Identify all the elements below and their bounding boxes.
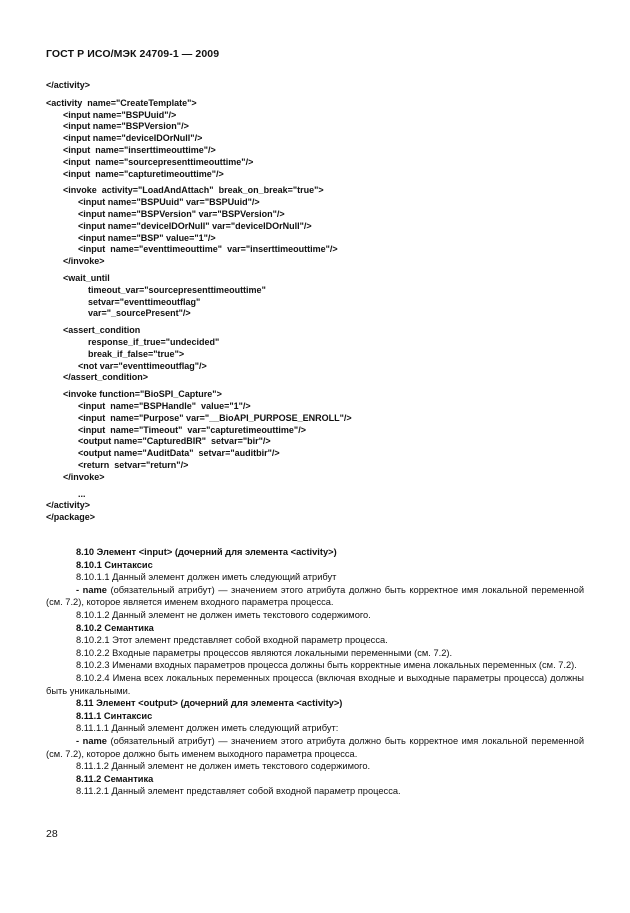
code-line: <invoke function="BioSPI_Capture"> bbox=[63, 389, 222, 400]
code-line: <input name="BSPVersion"/> bbox=[63, 121, 189, 132]
section-heading-8-11: 8.11 Элемент <output> (дочерний для элемента <activity>) bbox=[76, 698, 343, 709]
xml-code-listing bbox=[46, 80, 606, 524]
section-heading-8-10: 8.10 Элемент <input> (дочерний для элемента <activity>) bbox=[76, 547, 337, 557]
code-line: <not var="eventtimeoutflag"/> bbox=[78, 360, 207, 371]
attribute-key: - name bbox=[76, 584, 107, 595]
code-line: <return setvar="return"/> bbox=[78, 459, 189, 470]
code-line: <output name="AuditData" setvar="auditbir"/> bbox=[78, 448, 280, 459]
code-line: <input name="BSP" value="1"/> bbox=[78, 232, 216, 243]
code-line: <wait_until bbox=[63, 272, 110, 283]
subsection-heading-8-11-2: 8.11.2 Семантика bbox=[76, 773, 154, 784]
page-number: 28 bbox=[46, 828, 58, 840]
code-line: </package> bbox=[46, 512, 96, 523]
paragraph-8-10-2-4: 8.10.2.4 Имена всех локальных переменных процесса (включая входные и выходные параметры процесса) должны быть уникальными. bbox=[46, 672, 584, 696]
paragraph-8-10-1-1: 8.10.1.1 Данный элемент должен иметь следующий атрибут bbox=[76, 572, 337, 583]
code-line: <input name="eventtimeouttime" var="inserttimeouttime"/> bbox=[78, 244, 338, 255]
paragraph-8-10-2-1: 8.10.2.1 Этот элемент представляет собой входной параметр процесса. bbox=[76, 635, 388, 646]
code-line: </assert_condition> bbox=[63, 372, 149, 383]
attribute-key: - name bbox=[76, 735, 107, 746]
subsection-heading-8-11-1: 8.11.1 Синтаксис bbox=[76, 710, 153, 721]
code-line: <activity name="CreateTemplate"> bbox=[46, 97, 197, 108]
code-line: <input name="BSPUuid"/> bbox=[63, 109, 177, 120]
code-line: <input name="BSPHandle" value="1"/> bbox=[78, 400, 251, 411]
document-header: ГОСТ Р ИСО/МЭК 24709-1 — 2009 bbox=[46, 48, 220, 60]
paragraph-8-10-2-2: 8.10.2.2 Входные параметры процессов являются локальными переменными (см. 7.2). bbox=[76, 647, 453, 658]
paragraph-8-11-1-1: 8.11.1.1 Данный элемент должен иметь следующий атрибут: bbox=[76, 723, 339, 734]
code-line: <output name="CapturedBIR" setvar="bir"/> bbox=[78, 436, 271, 447]
paragraph-8-10-1-2: 8.10.1.2 Данный элемент не должен иметь текстового содержимого. bbox=[76, 609, 371, 620]
attribute-description-name-input bbox=[46, 584, 584, 609]
code-line: setvar="eventtimeoutflag" bbox=[88, 296, 201, 307]
code-line: <input name="BSPUuid" var="BSPUuid"/> bbox=[78, 197, 260, 208]
code-line: ... bbox=[78, 488, 86, 499]
attribute-text: (обязательный атрибут) — значением этого атрибута должно быть корректное имя локальной переменной (см. 7.2), которое должно быть именем выходного параметра процесса. bbox=[46, 735, 585, 759]
code-line: </invoke> bbox=[63, 256, 105, 267]
subsection-heading-8-10-2: 8.10.2 Семантика bbox=[76, 622, 154, 633]
subsection-heading-8-10-1: 8.10.1 Синтаксис bbox=[76, 559, 153, 570]
code-line: </invoke> bbox=[63, 471, 105, 482]
paragraph-8-11-2-1: 8.11.2.1 Данный элемент представляет собой входной параметр процесса. bbox=[76, 786, 401, 797]
code-line: <assert_condition bbox=[63, 325, 141, 336]
paragraph-8-10-2-3: 8.10.2.3 Именами входных параметров процесса должны быть корректные имена локальных переменных (см. 7.2). bbox=[76, 660, 577, 671]
code-line: <input name="capturetimeouttime"/> bbox=[63, 168, 224, 179]
code-line: <input name="inserttimeouttime"/> bbox=[63, 144, 216, 155]
code-line: <input name="deviceIDOrNull"/> bbox=[63, 133, 203, 144]
code-line: <input name="sourcepresenttimeouttime"/> bbox=[63, 156, 254, 167]
attribute-description-name-output bbox=[46, 735, 584, 760]
document-body bbox=[46, 546, 584, 798]
code-line: <invoke activity="LoadAndAttach" break_on_break="true"> bbox=[63, 185, 324, 196]
code-line: </activity> bbox=[46, 500, 91, 511]
code-line: <input name="Timeout" var="capturetimeouttime"/> bbox=[78, 424, 306, 435]
code-line: var="_sourcePresent"/> bbox=[88, 308, 191, 319]
code-line: response_if_true="undecided" bbox=[88, 336, 220, 347]
code-line: <input name="BSPVersion" var="BSPVersion"/> bbox=[78, 208, 285, 219]
code-line: timeout_var="sourcepresenttimeouttime" bbox=[88, 284, 266, 295]
paragraph-8-11-1-2: 8.11.1.2 Данный элемент не должен иметь текстового содержимого. bbox=[76, 761, 371, 772]
code-line: <input name="deviceIDOrNull" var="deviceIDOrNull"/> bbox=[78, 220, 312, 231]
code-line: <input name="Purpose" var="__BioAPI_PURPOSE_ENROLL"/> bbox=[78, 412, 352, 423]
code-line: </activity> bbox=[46, 80, 91, 90]
code-line: break_if_false="true"> bbox=[88, 348, 185, 359]
attribute-text: (обязательный атрибут) — значением этого атрибута должно быть корректное имя локальной переменной (см. 7.2), которое является именем входного параметра процесса. bbox=[46, 584, 585, 608]
